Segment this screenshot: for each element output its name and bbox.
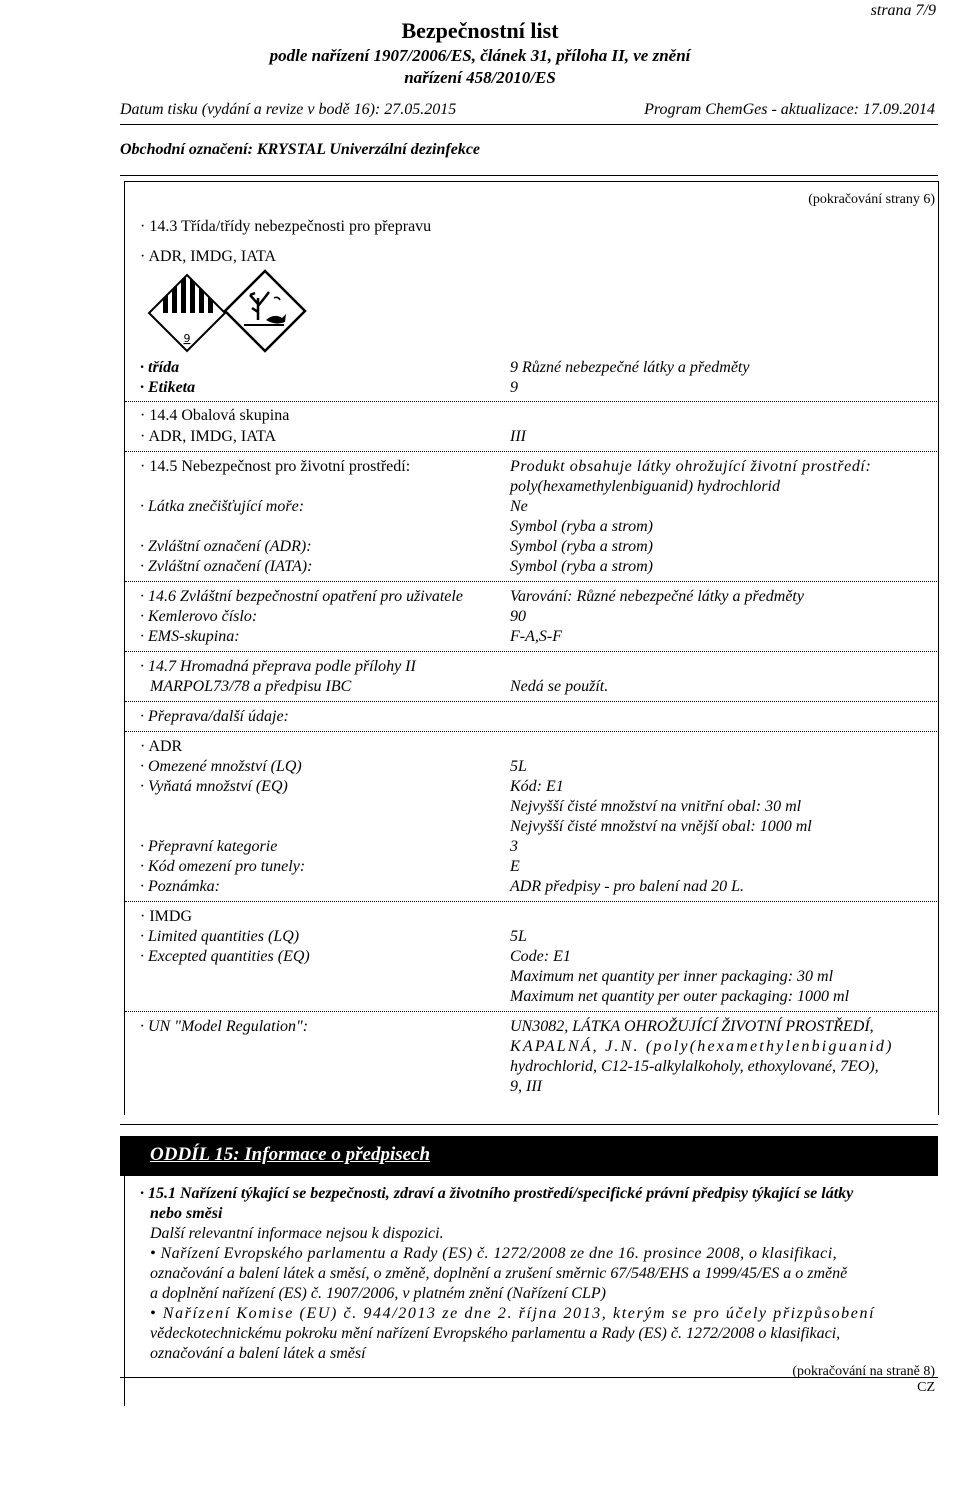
s15-1-para: Další relevantní informace nejsou k dispozici. [150,1225,444,1242]
adr-category-value: 3 [510,838,518,855]
environment-hazard-icon [222,268,308,359]
adr-tunnel-label: · Kód omezení pro tunely: [140,858,306,875]
s14-4-value: III [510,428,526,445]
bullet-2-line-3: označování a balení látek a směsí [150,1345,366,1362]
class-9-hazard-icon [146,272,228,359]
adr-marking-value: Symbol (ryba a strom) [510,538,653,555]
label-label: · Etiketa [140,379,196,396]
bullet-1-line-1: • Nařízení Evropského parlamentu a Rady (ES) č. 1272/2008 ze dne 16. prosince 2008, o klasifikaci, [150,1245,838,1262]
un-line-4: 9, III [510,1078,542,1095]
s15-1-heading-2: nebo směsi [150,1205,223,1222]
imdg-eq-label: · Excepted quantities (EQ) [140,948,310,965]
kemler-label: · Kemlerovo číslo: [140,608,258,625]
section-divider [120,1124,938,1125]
footer-divider [120,1377,938,1378]
s14-7-heading-2: MARPOL73/78 a předpisu IBC [150,678,352,695]
document-subtitle-2: nařízení 458/2010/ES [404,68,556,87]
s14-5-value-1: Produkt obsahuje látky ohrožující životní prostředí: [510,458,872,475]
print-date: Datum tisku (vydání a revize v bodě 16): 27.05.2015 [120,101,457,118]
s14-5-value-2: poly(hexamethylenbiguanid) hydrochlorid [510,478,780,495]
marine-pollutant-value: Ne [510,498,528,515]
divider [125,1011,937,1012]
trade-divider [120,175,938,176]
divider [125,581,937,582]
kemler-value: 90 [510,608,526,625]
iata-marking-label: · Zvláštní označení (IATA): [140,558,313,575]
un-line-1: UN3082, LÁTKA OHROŽUJÍCÍ ŽIVOTNÍ PROSTŘEDÍ, [510,1018,874,1035]
imdg-eq-value-1: Code: E1 [510,948,571,965]
s14-3-heading: · 14.3 Třída/třídy nebezpečnosti pro přepravu [140,218,432,235]
s14-3-modes: · ADR, IMDG, IATA [140,248,277,265]
s14-6-heading: · 14.6 Zvláštní bezpečnostní opatření pro uživatele [140,588,463,605]
adr-category-label: · Přepravní kategorie [140,838,278,855]
s14-4-heading: · 14.4 Obalová skupina [140,407,290,424]
ems-label: · EMS-skupina: [140,628,240,645]
divider [125,401,937,402]
imdg-lq-value: 5L [510,928,527,945]
bullet-2-line-2: vědeckotechnickému pokroku mění nařízení Evropského parlamentu a Rady (ES) č. 1272/2008 o klasifikaci, [150,1325,841,1342]
transport-info-heading: · Přeprava/další údaje: [140,708,289,725]
s15-1-heading-1: · 15.1 Nařízení týkající se bezpečnosti, zdraví a životního prostředí/specifické právní předpisy týkající se látky [140,1185,854,1202]
un-label: · UN "Model Regulation": [140,1018,309,1035]
marine-pollutant-label: · Látka znečišťující moře: [140,498,305,515]
ems-value: F-A,S-F [510,628,562,645]
bullet-1-line-2: označování a balení látek a směsí, o změně, doplnění a zrušení směrnic 67/548/EHS a 1999/45/ES a o změně [150,1265,848,1282]
adr-marking-label: · Zvláštní označení (ADR): [140,538,312,555]
s14-6-value: Varování: Různé nebezpečné látky a předměty [510,588,804,605]
imdg-eq-value-3: Maximum net quantity per outer packaging: 1000 ml [510,988,850,1005]
bullet-2-line-1: • Nařízení Komise (EU) č. 944/2013 ze dne 2. října 2013, kterým se pro účely přizpůsobení [150,1305,876,1322]
un-line-3: hydrochlorid, C12-15-alkylalkoholy, ethoxylované, 7EO), [510,1058,879,1075]
section-15-banner [120,1136,938,1176]
class-label: · třída [140,359,180,376]
document-subtitle-1: podle nařízení 1907/2006/ES, článek 31, příloha II, ve znění [269,46,691,65]
divider [125,901,937,902]
s14-4-modes: · ADR, IMDG, IATA [140,428,277,445]
imdg-lq-label: · Limited quantities (LQ) [140,928,300,945]
adr-eq-value-2: Nejvyšší čisté množství na vnitřní obal: 30 ml [510,798,802,815]
continued-to: (pokračování na straně 8) [792,1364,935,1379]
adr-heading: · ADR [140,738,183,755]
divider [125,651,937,652]
program-version: Program ChemGes - aktualizace: 17.09.2014 [644,101,935,118]
iata-marking-value: Symbol (ryba a strom) [510,558,653,575]
s14-5-heading: · 14.5 Nebezpečnost pro životní prostředí: [140,458,411,475]
document-title: Bezpečnostní list [401,18,559,43]
label-value: 9 [510,379,518,396]
s14-7-heading-1: · 14.7 Hromadná přeprava podle přílohy II [140,658,416,675]
adr-eq-value-3: Nejvyšší čisté množství na vnější obal: 1000 ml [510,818,812,835]
imdg-eq-value-2: Maximum net quantity per inner packaging: 30 ml [510,968,834,985]
imdg-heading: · IMDG [140,908,192,925]
marine-pollutant-symbol: Symbol (ryba a strom) [510,518,653,535]
page-number: strana 7/9 [870,2,936,19]
un-line-2: KAPALNÁ, J.N. (poly(hexamethylenbiguanid) [510,1038,894,1055]
divider [125,451,937,452]
adr-tunnel-value: E [510,858,520,875]
header-divider [120,124,938,125]
adr-lq-label: · Omezené množství (LQ) [140,758,302,775]
adr-eq-label: · Vyňatá množství (EQ) [140,778,288,795]
section-15-title: ODDÍL 15: Informace o předpisech [150,1144,431,1165]
divider [125,701,937,702]
adr-eq-value-1: Kód: E1 [510,778,564,795]
class-value: 9 Různé nebezpečné látky a předměty [510,359,750,376]
s14-7-value: Nedá se použít. [510,678,609,695]
continued-from: (pokračování strany 6) [808,192,935,207]
language-code: CZ [917,1380,935,1395]
adr-lq-value: 5L [510,758,527,775]
class-9-number: 9 [183,332,191,345]
adr-note-value: ADR předpisy - pro balení nad 20 L. [510,878,745,895]
trade-name: Obchodní označení: KRYSTAL Univerzální dezinfekce [120,141,481,158]
section-15-frame-edge [124,1176,125,1406]
adr-note-label: · Poznámka: [140,878,220,895]
divider [125,731,937,732]
bullet-1-line-3: a doplnění nařízení (ES) č. 1907/2006, v platném znění (Nařízení CLP) [150,1285,606,1302]
